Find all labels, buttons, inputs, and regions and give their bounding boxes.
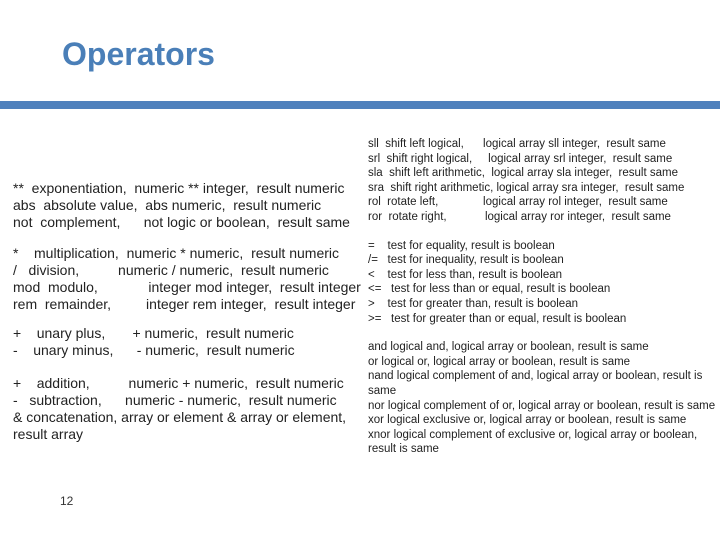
ror-operator-line: ror rotate right, logical array ror integer, result same xyxy=(368,210,671,223)
equality-operator-line: = test for equality, result is boolean xyxy=(368,239,555,252)
unary-minus-operator-line: - unary minus, - numeric, result numeric xyxy=(13,342,295,358)
page-number: 12 xyxy=(60,494,74,508)
nand-operator-line: nand logical complement of and, logical array or boolean, result is same xyxy=(368,370,703,397)
addition-operator-line: + addition, numeric + numeric, result numeric xyxy=(13,375,344,391)
mod-operator-line: mod modulo, integer mod integer, result integer xyxy=(13,279,361,295)
right-operator-column xyxy=(368,137,718,457)
rol-operator-line: rol rotate left, logical array rol integer, result same xyxy=(368,196,668,209)
multiplication-operator-line: * multiplication, numeric * numeric, result numeric xyxy=(13,245,339,261)
or-operator-line: or logical or, logical array or boolean, result is same xyxy=(368,355,631,368)
title-underline-rule xyxy=(0,101,720,109)
slide-title: Operators xyxy=(62,36,215,72)
unary-operators xyxy=(13,325,363,359)
sll-operator-line: sll shift left logical, logical array sll integer, result same xyxy=(368,138,666,150)
sla-operator-line: sla shift left arithmetic, logical array sla integer, result same xyxy=(368,167,678,180)
srl-operator-line: srl shift right logical, logical array srl integer, result same xyxy=(368,152,673,165)
less-equal-operator-line: <= test for less than or equal, result is boolean xyxy=(368,283,611,296)
rem-operator-line: rem remainder, integer rem integer, result integer xyxy=(13,296,356,312)
logical-operators xyxy=(368,340,718,457)
xnor-operator-line: xnor logical complement of exclusive or, logical array or boolean, result is same xyxy=(368,428,698,456)
not-operator-line: not complement, not logic or boolean, result same xyxy=(13,214,350,230)
concatenation-operator-line: & concatenation, array or element & array or element, result array xyxy=(13,409,347,442)
additive-operators xyxy=(13,375,363,443)
shift-operators xyxy=(368,137,718,225)
greater-equal-operator-line: >= test for greater than or equal, result is boolean xyxy=(368,312,627,325)
sra-operator-line: sra shift right arithmetic, logical array sra integer, result same xyxy=(368,181,685,194)
subtraction-operator-line: - subtraction, numeric - numeric, result numeric xyxy=(13,392,337,408)
inequality-operator-line: /= test for inequality, result is boolean xyxy=(368,254,564,267)
exponent-operators xyxy=(13,180,363,231)
nor-operator-line: nor logical complement of or, logical array or boolean, result is same xyxy=(368,399,716,412)
left-operator-column xyxy=(13,180,363,443)
multiplicative-operators xyxy=(13,245,363,313)
exponent-operator-line: ** exponentiation, numeric ** integer, result numeric xyxy=(13,180,345,196)
unary-plus-operator-line: + unary plus, + numeric, result numeric xyxy=(13,325,294,341)
xor-operator-line: xor logical exclusive or, logical array or boolean, result is same xyxy=(368,414,687,427)
division-operator-line: / division, numeric / numeric, result numeric xyxy=(13,262,329,278)
greater-than-operator-line: > test for greater than, result is boolean xyxy=(368,297,578,310)
less-than-operator-line: < test for less than, result is boolean xyxy=(368,268,563,281)
relational-operators xyxy=(368,239,718,327)
abs-operator-line: abs absolute value, abs numeric, result numeric xyxy=(13,197,322,213)
and-operator-line: and logical and, logical array or boolean, result is same xyxy=(368,341,649,354)
